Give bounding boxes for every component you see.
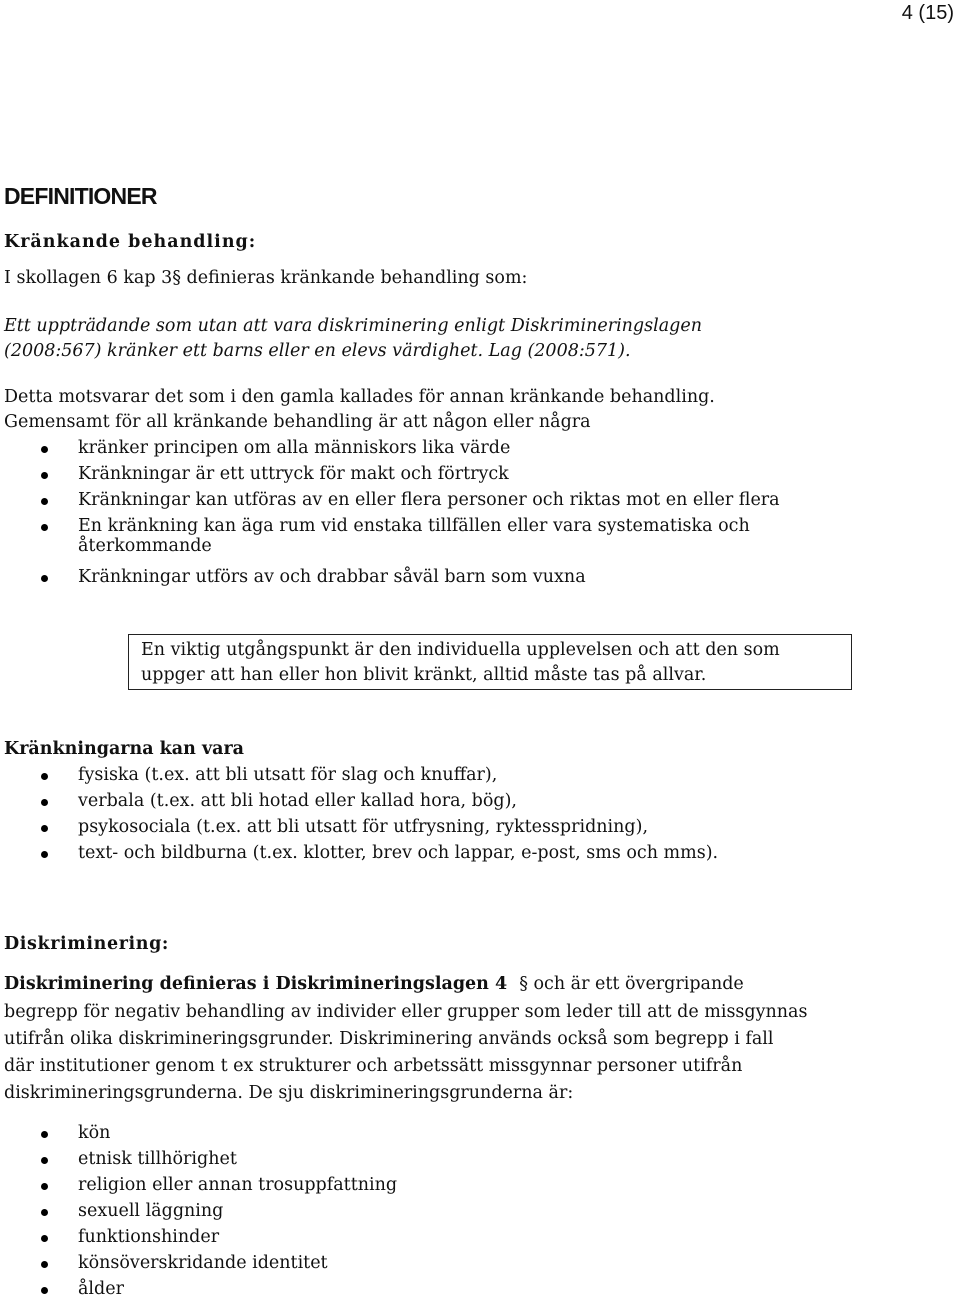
- page-number: 4 (15): [901, 2, 954, 24]
- list-item: sexuell läggning: [0, 1201, 397, 1227]
- section-title-krankande: Kränkande behandling:: [4, 232, 257, 252]
- list-item: kränker principen om alla människors lika värde: [0, 438, 780, 464]
- list-item: könsöverskridande identitet: [0, 1253, 397, 1279]
- quote-line: Ett uppträdande som utan att vara diskriminering enligt Diskrimineringslagen: [4, 316, 702, 336]
- list-item: En kränkning kan äga rum vid enstaka tillfällen eller vara systematiska och återkommande: [0, 516, 780, 567]
- list-item: funktionshinder: [0, 1227, 397, 1253]
- paragraph-line: begrepp för negativ behandling av individer eller grupper som leder till att de missgynnas: [4, 1002, 808, 1022]
- list-item-continuation: återkommande: [78, 536, 212, 556]
- paragraph: Gemensamt för all kränkande behandling är att någon eller några: [4, 412, 591, 432]
- list-item: Kränkningar är ett uttryck för makt och förtryck: [0, 464, 780, 490]
- paragraph-line: där institutioner genom t ex strukturer och arbetssätt missgynnar personer utifrån: [4, 1056, 743, 1076]
- lead-rest: och är ett övergripande: [527, 974, 744, 994]
- bold-lead: Diskriminering definieras i Diskrimineringslagen 4: [4, 974, 508, 994]
- list-item: kön: [0, 1123, 397, 1149]
- paragraph: Detta motsvarar det som i den gamla kallades för annan kränkande behandling.: [4, 387, 715, 407]
- important-note-box: [128, 634, 852, 690]
- list-item: ålder: [0, 1279, 397, 1305]
- list-item: religion eller annan trosuppfattning: [0, 1175, 397, 1201]
- list-item: text- och bildburna (t.ex. klotter, brev och lappar, e-post, sms och mms).: [0, 843, 718, 869]
- intro-text: I skollagen 6 kap 3§ definieras kränkande behandling som:: [4, 268, 528, 288]
- discrimination-grounds-list: [0, 1123, 397, 1305]
- krankningarna-bullet-list: [0, 765, 718, 869]
- list-item: etnisk tillhörighet: [0, 1149, 397, 1175]
- note-line: En viktig utgångspunkt är den individuella upplevelsen och att den som: [141, 640, 780, 660]
- quote-line: (2008:567) kränker ett barns eller en elevs värdighet. Lag (2008:571).: [4, 341, 631, 361]
- list-item: Kränkningar utförs av och drabbar såväl barn som vuxna: [0, 567, 780, 593]
- list-item: psykosociala (t.ex. att bli utsatt för utfrysning, ryktesspridning),: [0, 817, 718, 843]
- section-title-krankningarna: Kränkningarna kan vara: [4, 739, 245, 759]
- list-item: verbala (t.ex. att bli hotad eller kallad hora, bög),: [0, 791, 718, 817]
- list-item: Kränkningar kan utföras av en eller flera personer och riktas mot en eller flera: [0, 490, 780, 516]
- note-line: uppger att han eller hon blivit kränkt, alltid måste tas på allvar.: [141, 665, 707, 685]
- paragraph-line: diskrimineringsgrunderna. De sju diskrimineringsgrunderna är:: [4, 1083, 574, 1103]
- section-sign-icon: §: [519, 974, 528, 994]
- page-heading: DEFINITIONER: [4, 183, 157, 209]
- krankning-bullet-list: [0, 438, 780, 593]
- paragraph-line: utifrån olika diskrimineringsgrunder. Diskriminering används också som begrepp i fall: [4, 1029, 774, 1049]
- list-item: fysiska (t.ex. att bli utsatt för slag och knuffar),: [0, 765, 718, 791]
- section-title-diskriminering: Diskriminering:: [4, 934, 169, 954]
- paragraph: [4, 974, 744, 994]
